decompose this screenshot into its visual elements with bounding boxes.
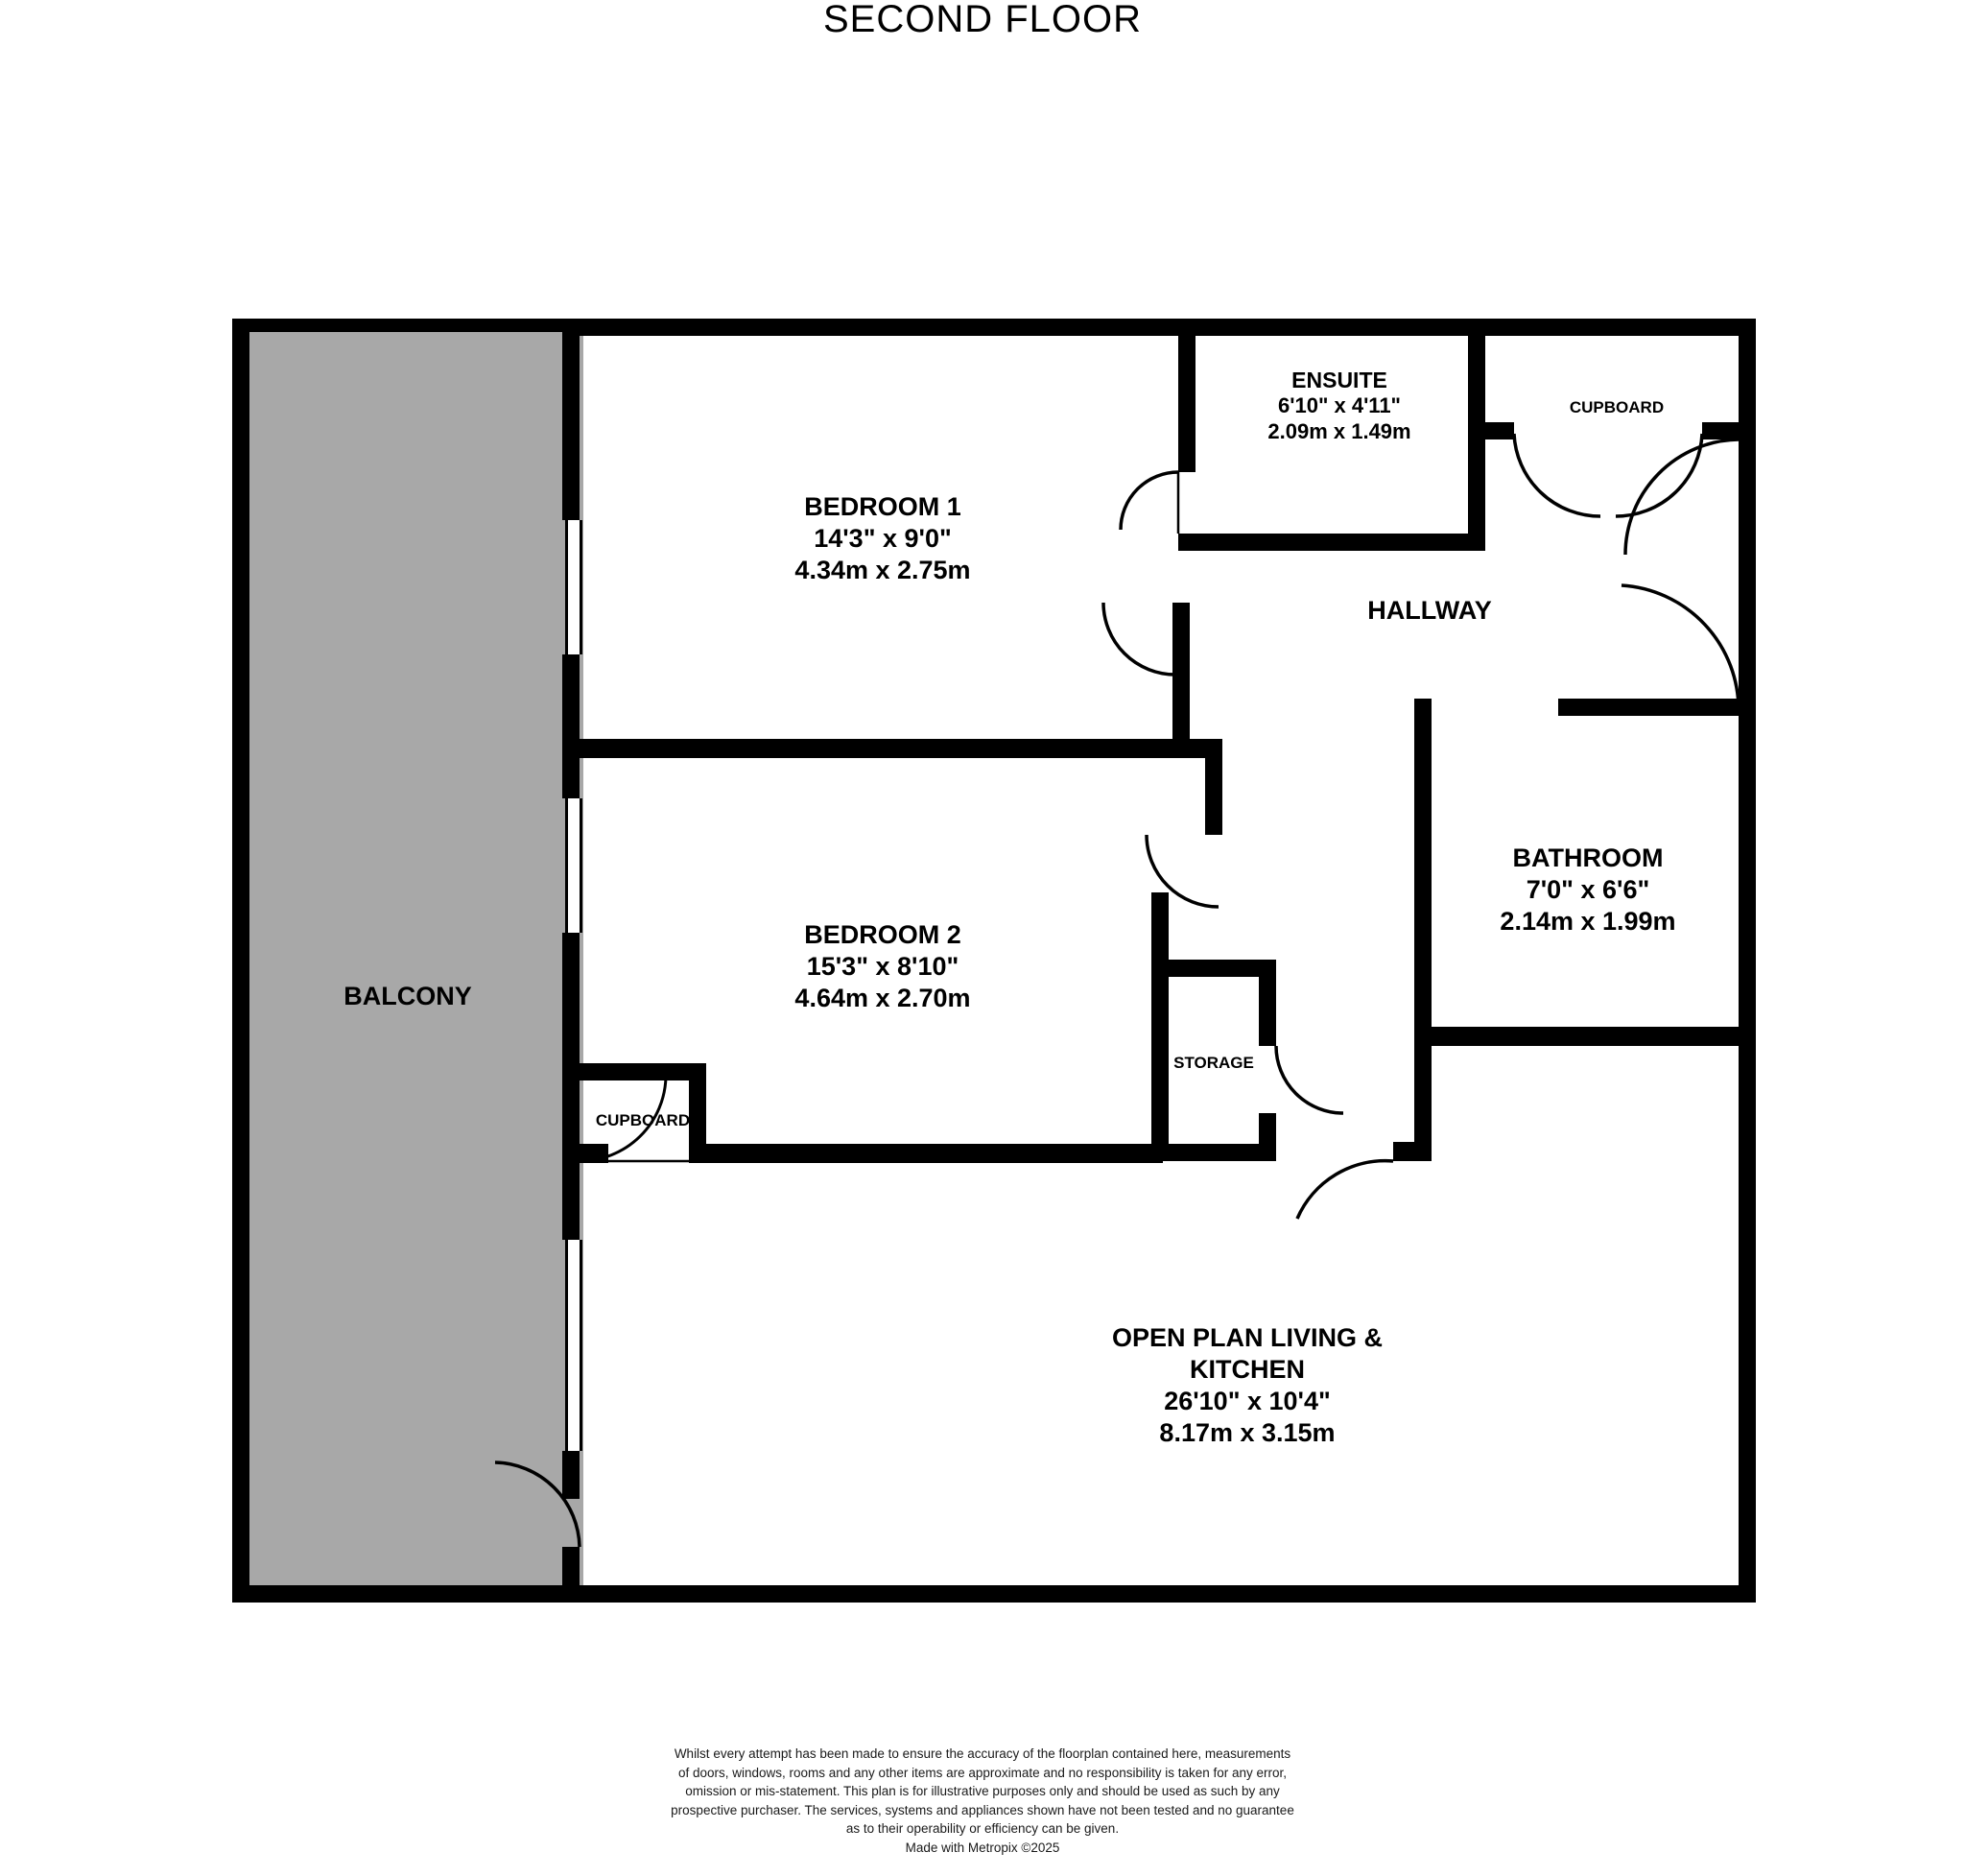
room-label-ensuite: ENSUITE 6'10" x 4'11" 2.09m x 1.49m: [1267, 368, 1411, 443]
wall-outer-top: [562, 319, 1756, 336]
wall-hallway-right-top: [1558, 699, 1740, 716]
wall-outer-bottom: [232, 1585, 1756, 1603]
wall-bathroom-bottom: [1414, 1027, 1756, 1046]
wall-bedroom2-right-a: [1205, 739, 1222, 835]
room-label-hallway: HALLWAY: [1367, 596, 1492, 625]
window-bedroom2: [565, 798, 582, 933]
room-label-balcony: BALCONY: [343, 982, 472, 1010]
wall-storage-bottom: [1151, 1144, 1276, 1161]
window-bedroom1: [565, 520, 582, 654]
page-title: SECOND FLOOR: [822, 0, 1143, 40]
wall-balcony-door-jamb: [562, 1547, 580, 1603]
room-label-bedroom2: BEDROOM 2 15'3" x 8'10" 4.64m x 2.70m: [794, 920, 971, 1012]
room-label-bedroom1: BEDROOM 1 14'3" x 9'0" 4.34m x 2.75m: [794, 492, 971, 584]
wall-balcony-top: [232, 319, 578, 332]
wall-balcony-divider-a: [562, 319, 580, 520]
wall-outer-left: [232, 319, 249, 1603]
wall-bedroom-divider: [580, 739, 1222, 758]
wall-bedroom2-right-b: [1151, 892, 1169, 960]
window-living: [565, 1240, 582, 1451]
wall-outer-right: [1739, 319, 1756, 1603]
wall-cupboard-left-top: [580, 1063, 706, 1080]
wall-balcony-divider-d: [562, 1451, 580, 1499]
credit: Made with Metropix ©2025: [905, 1840, 1060, 1855]
wall-balcony-divider-c: [562, 933, 580, 1240]
balcony-area: [240, 326, 583, 1593]
wall-hallway-left-lower: [1414, 1027, 1432, 1161]
wall-cupboard-top-right: [1702, 422, 1740, 439]
wall-balcony-divider-b: [562, 654, 580, 798]
wall-bedroom1-right: [1172, 603, 1190, 747]
room-label-cupboard-top: CUPBOARD: [1569, 398, 1665, 416]
wall-ensuite-bottom: [1178, 534, 1485, 551]
wall-storage-top: [1151, 960, 1276, 977]
room-label-storage: STORAGE: [1173, 1054, 1254, 1072]
room-label-bathroom: BATHROOM 7'0" x 6'6" 2.14m x 1.99m: [1500, 843, 1676, 936]
room-label-living: OPEN PLAN LIVING & KITCHEN 26'10" x 10'4" 8.17m x 3.15m: [1111, 1323, 1384, 1447]
room-label-cupboard-left: CUPBOARD: [595, 1111, 691, 1129]
disclaimer: Whilst every attempt has been made to ensure the accuracy of the floorplan contained here, measurements of doors, windows, rooms and any other items are approximate and no responsibility is taken for any error, omission or mis-statement. This plan is for illustrative purposes only and should be used as such by any prospective purchaser. The services, systems and appliances shown have not been tested and no guarantee as to their operability or efficiency can be given. Made with Metropix ©2025: [0, 1745, 1965, 1857]
wall-cupboard-left-bottom: [580, 1144, 608, 1163]
wall-storage-right: [1259, 960, 1276, 1046]
wall-bedroom2-bottom: [706, 1144, 1163, 1163]
